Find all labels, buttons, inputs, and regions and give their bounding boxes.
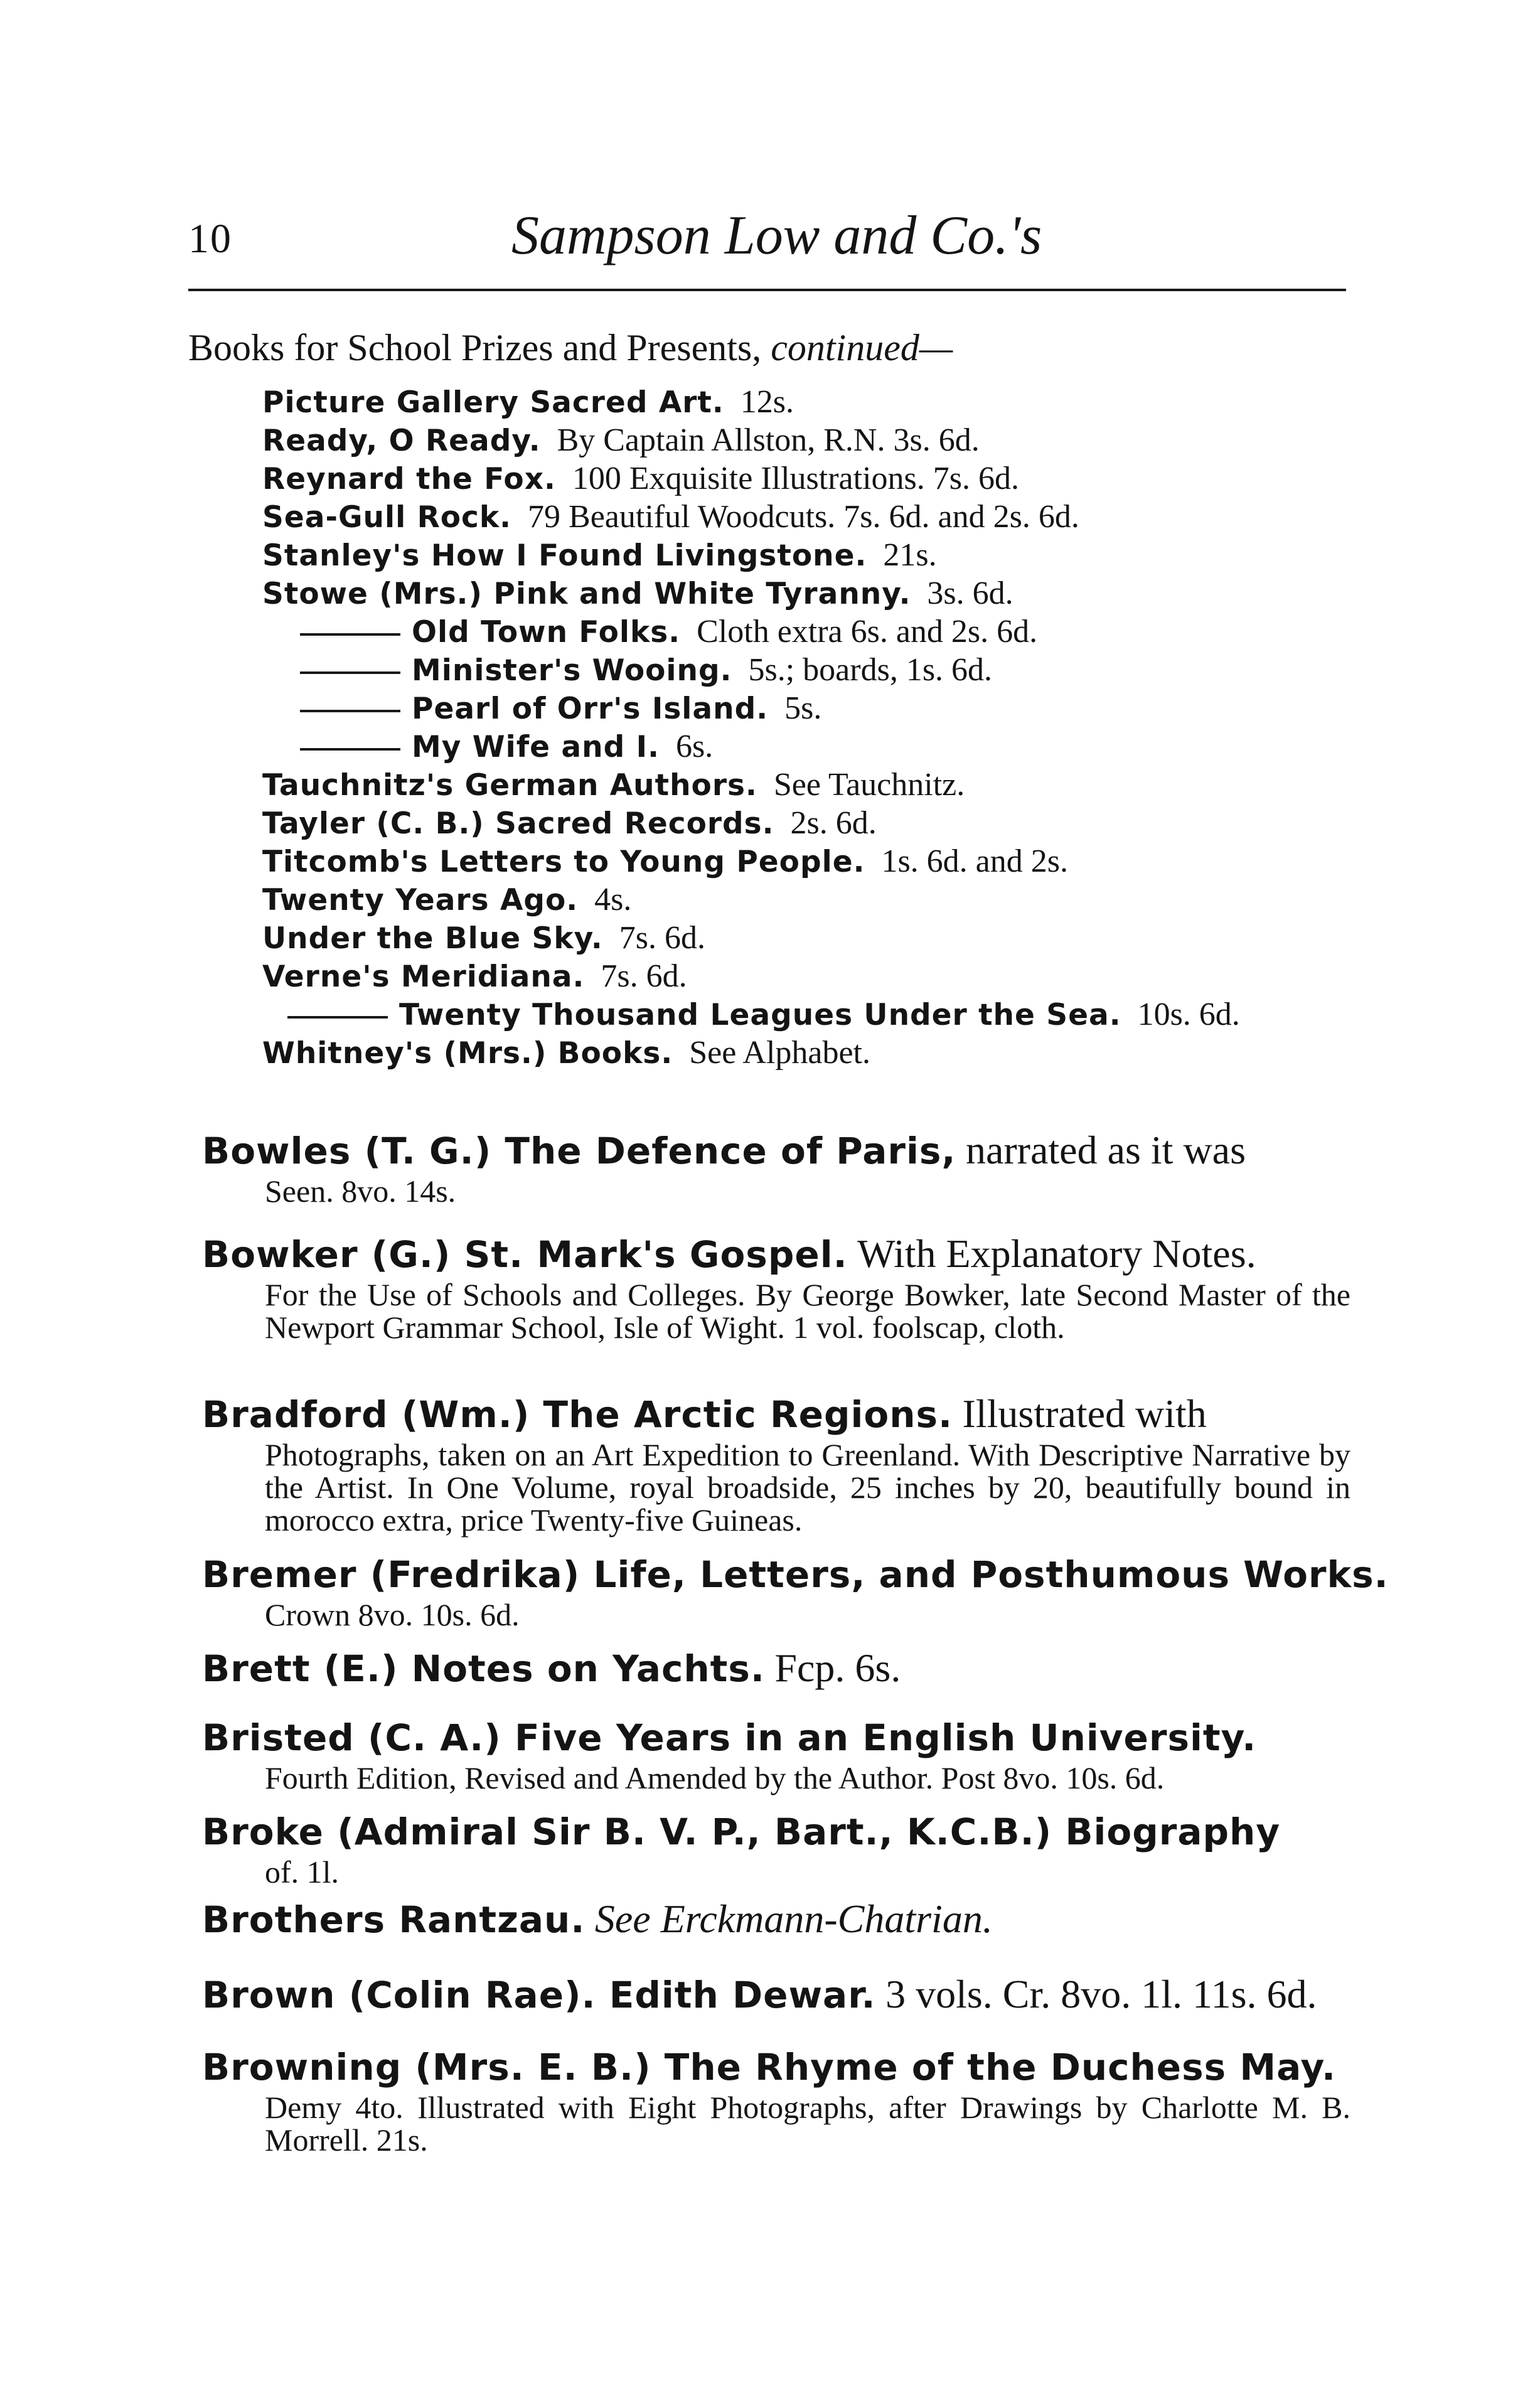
entry-heading: Bremer (Fredrika) Life, Letters, and Posthumous Works. bbox=[202, 1553, 1389, 1596]
list-item-title: Under the Blue Sky. bbox=[262, 921, 603, 956]
entry-heading: Bradford (Wm.) The Arctic Regions. bbox=[202, 1393, 953, 1436]
list-item bbox=[262, 880, 1361, 919]
list-item-title: Whitney's (Mrs.) Books. bbox=[262, 1036, 673, 1071]
list-item-title: Pearl of Orr's Island. bbox=[412, 692, 769, 726]
list-item-title: My Wife and I. bbox=[412, 730, 660, 764]
entry-description: Crown 8vo. 10s. 6d. bbox=[265, 1597, 520, 1632]
catalogue-entry bbox=[202, 1971, 1350, 2019]
list-item-title: Twenty Years Ago. bbox=[262, 883, 579, 917]
ditto-dash bbox=[300, 748, 400, 751]
list-item-title: Minister's Wooing. bbox=[412, 653, 732, 688]
page-number: 10 bbox=[188, 216, 232, 262]
list-item bbox=[262, 383, 1361, 421]
catalogue-entry bbox=[202, 1644, 1350, 1693]
catalogue-entry bbox=[202, 1550, 1389, 1632]
list-item-title: Stanley's How I Found Livingstone. bbox=[262, 538, 867, 573]
entry-heading: Bowles (T. G.) The Defence of Paris, bbox=[202, 1130, 956, 1172]
list-item-title: Stowe (Mrs.) Pink and White Tyranny. bbox=[262, 577, 911, 611]
ditto-dash bbox=[300, 633, 400, 636]
list-item bbox=[262, 842, 1361, 880]
list-item-detail: 1s. 6d. and 2s. bbox=[881, 843, 1068, 879]
entry-description: Fourth Edition, Revised and Amended by the Author. Post 8vo. 10s. 6d. bbox=[265, 1760, 1165, 1795]
list-item bbox=[262, 612, 1361, 651]
entry-heading: Browning (Mrs. E. B.) The Rhyme of the Duchess May. bbox=[202, 2046, 1336, 2089]
list-item bbox=[262, 459, 1361, 498]
catalogue-entry bbox=[202, 1713, 1350, 1794]
list-item-title: Verne's Meridiana. bbox=[262, 960, 585, 994]
catalogue-entry bbox=[202, 1807, 1350, 1888]
list-item-detail: By Captain Allston, R.N. 3s. 6d. bbox=[557, 422, 980, 458]
list-item-detail: 79 Beautiful Woodcuts. 7s. 6d. and 2s. 6d. bbox=[528, 499, 1079, 535]
list-item-detail: 5s.; boards, 1s. 6d. bbox=[748, 652, 993, 688]
list-item bbox=[262, 727, 1361, 766]
list-item bbox=[262, 536, 1361, 574]
catalogue-entry bbox=[202, 1126, 1350, 1207]
list-item-detail: 4s. bbox=[594, 882, 632, 917]
list-item-detail: 10s. 6d. bbox=[1137, 997, 1240, 1032]
list-item-title: Tauchnitz's German Authors. bbox=[262, 768, 757, 803]
list-item bbox=[262, 766, 1361, 804]
entry-heading-rest: With Explanatory Notes. bbox=[857, 1231, 1256, 1276]
entry-heading: Brett (E.) Notes on Yachts. bbox=[202, 1647, 765, 1690]
list-item-detail: 3s. 6d. bbox=[927, 575, 1013, 611]
entry-heading-rest: See Erckmann-Chatrian. bbox=[594, 1896, 993, 1941]
running-header bbox=[188, 198, 1346, 273]
entry-description: of. 1l. bbox=[265, 1854, 340, 1890]
ditto-dash bbox=[300, 710, 400, 712]
list-item-detail: 7s. 6d. bbox=[619, 920, 706, 956]
list-item-detail: 6s. bbox=[675, 729, 714, 764]
list-item bbox=[262, 804, 1361, 842]
list-item-detail: 21s. bbox=[883, 537, 937, 573]
entry-heading-rest: Fcp. 6s. bbox=[774, 1645, 901, 1690]
list-item-title: Reynard the Fox. bbox=[262, 462, 556, 496]
list-item bbox=[262, 498, 1361, 536]
list-item-detail: 5s. bbox=[784, 690, 822, 726]
prize-books-list bbox=[262, 383, 1361, 1072]
section-continued: continued— bbox=[771, 327, 953, 368]
entry-heading: Bristed (C. A.) Five Years in an English University. bbox=[202, 1716, 1257, 1759]
entry-description: Photographs, taken on an Art Expedition to Greenland. With Descriptive Narrative by the Artist. In One Volume, royal broadside, 25 inches by 20, beautifully bound in morocco extra, price Twenty-five Guineas. bbox=[265, 1437, 1350, 1538]
list-item-detail: 7s. 6d. bbox=[601, 958, 687, 994]
ditto-dash bbox=[287, 1016, 388, 1019]
list-item bbox=[262, 574, 1361, 612]
entry-heading-rest: Illustrated with bbox=[962, 1391, 1207, 1436]
list-item bbox=[262, 421, 1361, 459]
list-item-title: Twenty Thousand Leagues Under the Sea. bbox=[399, 998, 1121, 1032]
section-title bbox=[188, 326, 953, 370]
list-item bbox=[262, 689, 1361, 727]
catalogue-entry bbox=[202, 1230, 1350, 1344]
header-rule bbox=[188, 289, 1346, 291]
list-item bbox=[262, 1034, 1361, 1072]
entry-heading-rest: 3 vols. Cr. 8vo. 1l. 11s. 6d. bbox=[885, 1972, 1317, 2016]
list-item bbox=[262, 919, 1361, 957]
list-item bbox=[262, 957, 1361, 995]
list-item bbox=[262, 651, 1361, 689]
list-item-title: Picture Gallery Sacred Art. bbox=[262, 385, 724, 420]
entry-description: For the Use of Schools and Colleges. By George Bowker, late Second Master of the Newport Grammar School, Isle of Wight. 1 vol. foolscap, cloth. bbox=[265, 1277, 1350, 1345]
entry-description: Demy 4to. Illustrated with Eight Photographs, after Drawings by Charlotte M. B. Morrell. 21s. bbox=[265, 2090, 1350, 2158]
list-item-detail: Cloth extra 6s. and 2s. 6d. bbox=[697, 614, 1038, 650]
section-title-text: Books for School Prizes and Presents, bbox=[188, 327, 762, 368]
catalogue-entry bbox=[202, 1390, 1350, 1536]
entry-heading: Brown (Colin Rae). Edith Dewar. bbox=[202, 1974, 876, 2016]
entry-heading: Brothers Rantzau. bbox=[202, 1898, 586, 1941]
entry-heading: Bowker (G.) St. Mark's Gospel. bbox=[202, 1233, 848, 1276]
catalogue-entry bbox=[202, 1895, 1350, 1944]
list-item-title: Ready, O Ready. bbox=[262, 424, 541, 458]
list-item-title: Old Town Folks. bbox=[412, 615, 681, 650]
list-item bbox=[262, 995, 1361, 1034]
list-item-detail: 100 Exquisite Illustrations. 7s. 6d. bbox=[572, 461, 1019, 496]
list-item-title: Tayler (C. B.) Sacred Records. bbox=[262, 806, 774, 841]
entry-description: Seen. 8vo. 14s. bbox=[265, 1174, 456, 1209]
ditto-dash bbox=[300, 671, 400, 674]
list-item-detail: 12s. bbox=[740, 384, 794, 420]
entry-heading-rest: narrated as it was bbox=[965, 1128, 1246, 1172]
list-item-detail: See Alphabet. bbox=[689, 1035, 871, 1071]
catalogue-entry bbox=[202, 2043, 1350, 2156]
list-item-title: Titcomb's Letters to Young People. bbox=[262, 845, 865, 879]
running-title: Sampson Low and Co.'s bbox=[511, 205, 1042, 266]
list-item-detail: 2s. 6d. bbox=[790, 805, 877, 841]
list-item-title: Sea-Gull Rock. bbox=[262, 500, 512, 535]
entry-heading: Broke (Admiral Sir B. V. P., Bart., K.C.B.) Biography bbox=[202, 1811, 1281, 1853]
list-item-detail: See Tauchnitz. bbox=[773, 767, 965, 803]
